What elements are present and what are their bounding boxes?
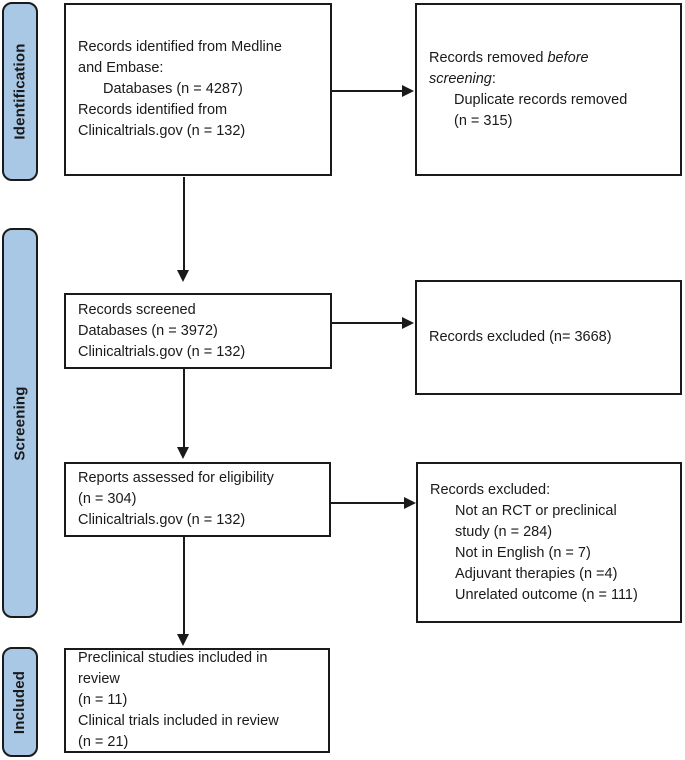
arrow-right-icon (402, 317, 414, 329)
arrow-assessed-to-included-shaft (183, 537, 185, 636)
text-line (429, 69, 668, 90)
arrow-identified-to-screened-shaft (183, 177, 185, 272)
text-italic: screening (429, 70, 492, 87)
text-line: Records screened (78, 301, 196, 318)
text-line: (n = 304) (78, 491, 137, 507)
text-line: (n = 315) (454, 112, 513, 129)
text-line: Adjuvant therapies (n =4) (455, 565, 618, 582)
arrow-screened-to-assessed-shaft (183, 369, 185, 449)
text-line: Clinicaltrials.gov (n = 132) (78, 123, 246, 139)
text-line: Records excluded: (430, 481, 551, 498)
box-reports-assessed (64, 462, 331, 537)
text-line: Clinical trials included in review (78, 713, 279, 729)
text-line: review (78, 671, 120, 687)
text-normal: Records removed (429, 49, 548, 66)
text-line: Databases (n = 4287) (103, 81, 243, 97)
text-line: and Embase: (78, 60, 164, 76)
arrow-screened-to-excluded-shaft (332, 322, 404, 324)
text-line: Records identified from Medline (78, 39, 282, 55)
box-records-excluded-eligibility (416, 462, 682, 623)
box-records-excluded-screening (415, 280, 682, 395)
text-line: Reports assessed for eligibility (78, 470, 274, 486)
text-normal: : (491, 70, 496, 87)
arrow-down-icon (177, 447, 189, 459)
text-line: Not in English (n = 7) (455, 544, 591, 561)
text-italic: before (547, 49, 589, 66)
stage-label-identification: Identification (11, 43, 29, 140)
box-studies-included (64, 648, 330, 753)
stage-label-screening: Screening (11, 385, 29, 461)
stage-label-included: Included (11, 670, 29, 734)
text-line (429, 48, 668, 69)
text-line: study (n = 284) (455, 523, 553, 540)
text-line: Duplicate records removed (454, 91, 628, 108)
arrow-identified-to-removed-shaft (332, 90, 404, 92)
box-records-removed-before-screening (415, 3, 682, 176)
text-line: Unrelated outcome (n = 111) (455, 586, 638, 603)
text-line: (n = 11) (78, 692, 128, 708)
text-line: Clinicaltrials.gov (n = 132) (78, 512, 246, 528)
text-line: Not an RCT or preclinical (455, 502, 617, 519)
text-line: Clinicaltrials.gov (n = 132) (78, 343, 246, 360)
stage-band-identification (2, 2, 38, 181)
stage-band-included (2, 647, 38, 757)
text-line: (n = 21) (78, 734, 129, 750)
text-line: Records identified from (78, 102, 228, 118)
arrow-down-icon (177, 270, 189, 282)
text-line: Databases (n = 3972) (78, 322, 218, 339)
box-records-screened (64, 293, 332, 369)
text-line: Records excluded (n= 3668) (429, 329, 612, 345)
box-records-identified (64, 3, 332, 176)
arrow-down-icon (177, 634, 189, 646)
arrow-assessed-to-excluded-shaft (331, 502, 405, 504)
arrow-right-icon (404, 497, 416, 509)
arrow-right-icon (402, 85, 414, 97)
stage-band-screening (2, 228, 38, 618)
text-line: Preclinical studies included in (78, 650, 268, 666)
